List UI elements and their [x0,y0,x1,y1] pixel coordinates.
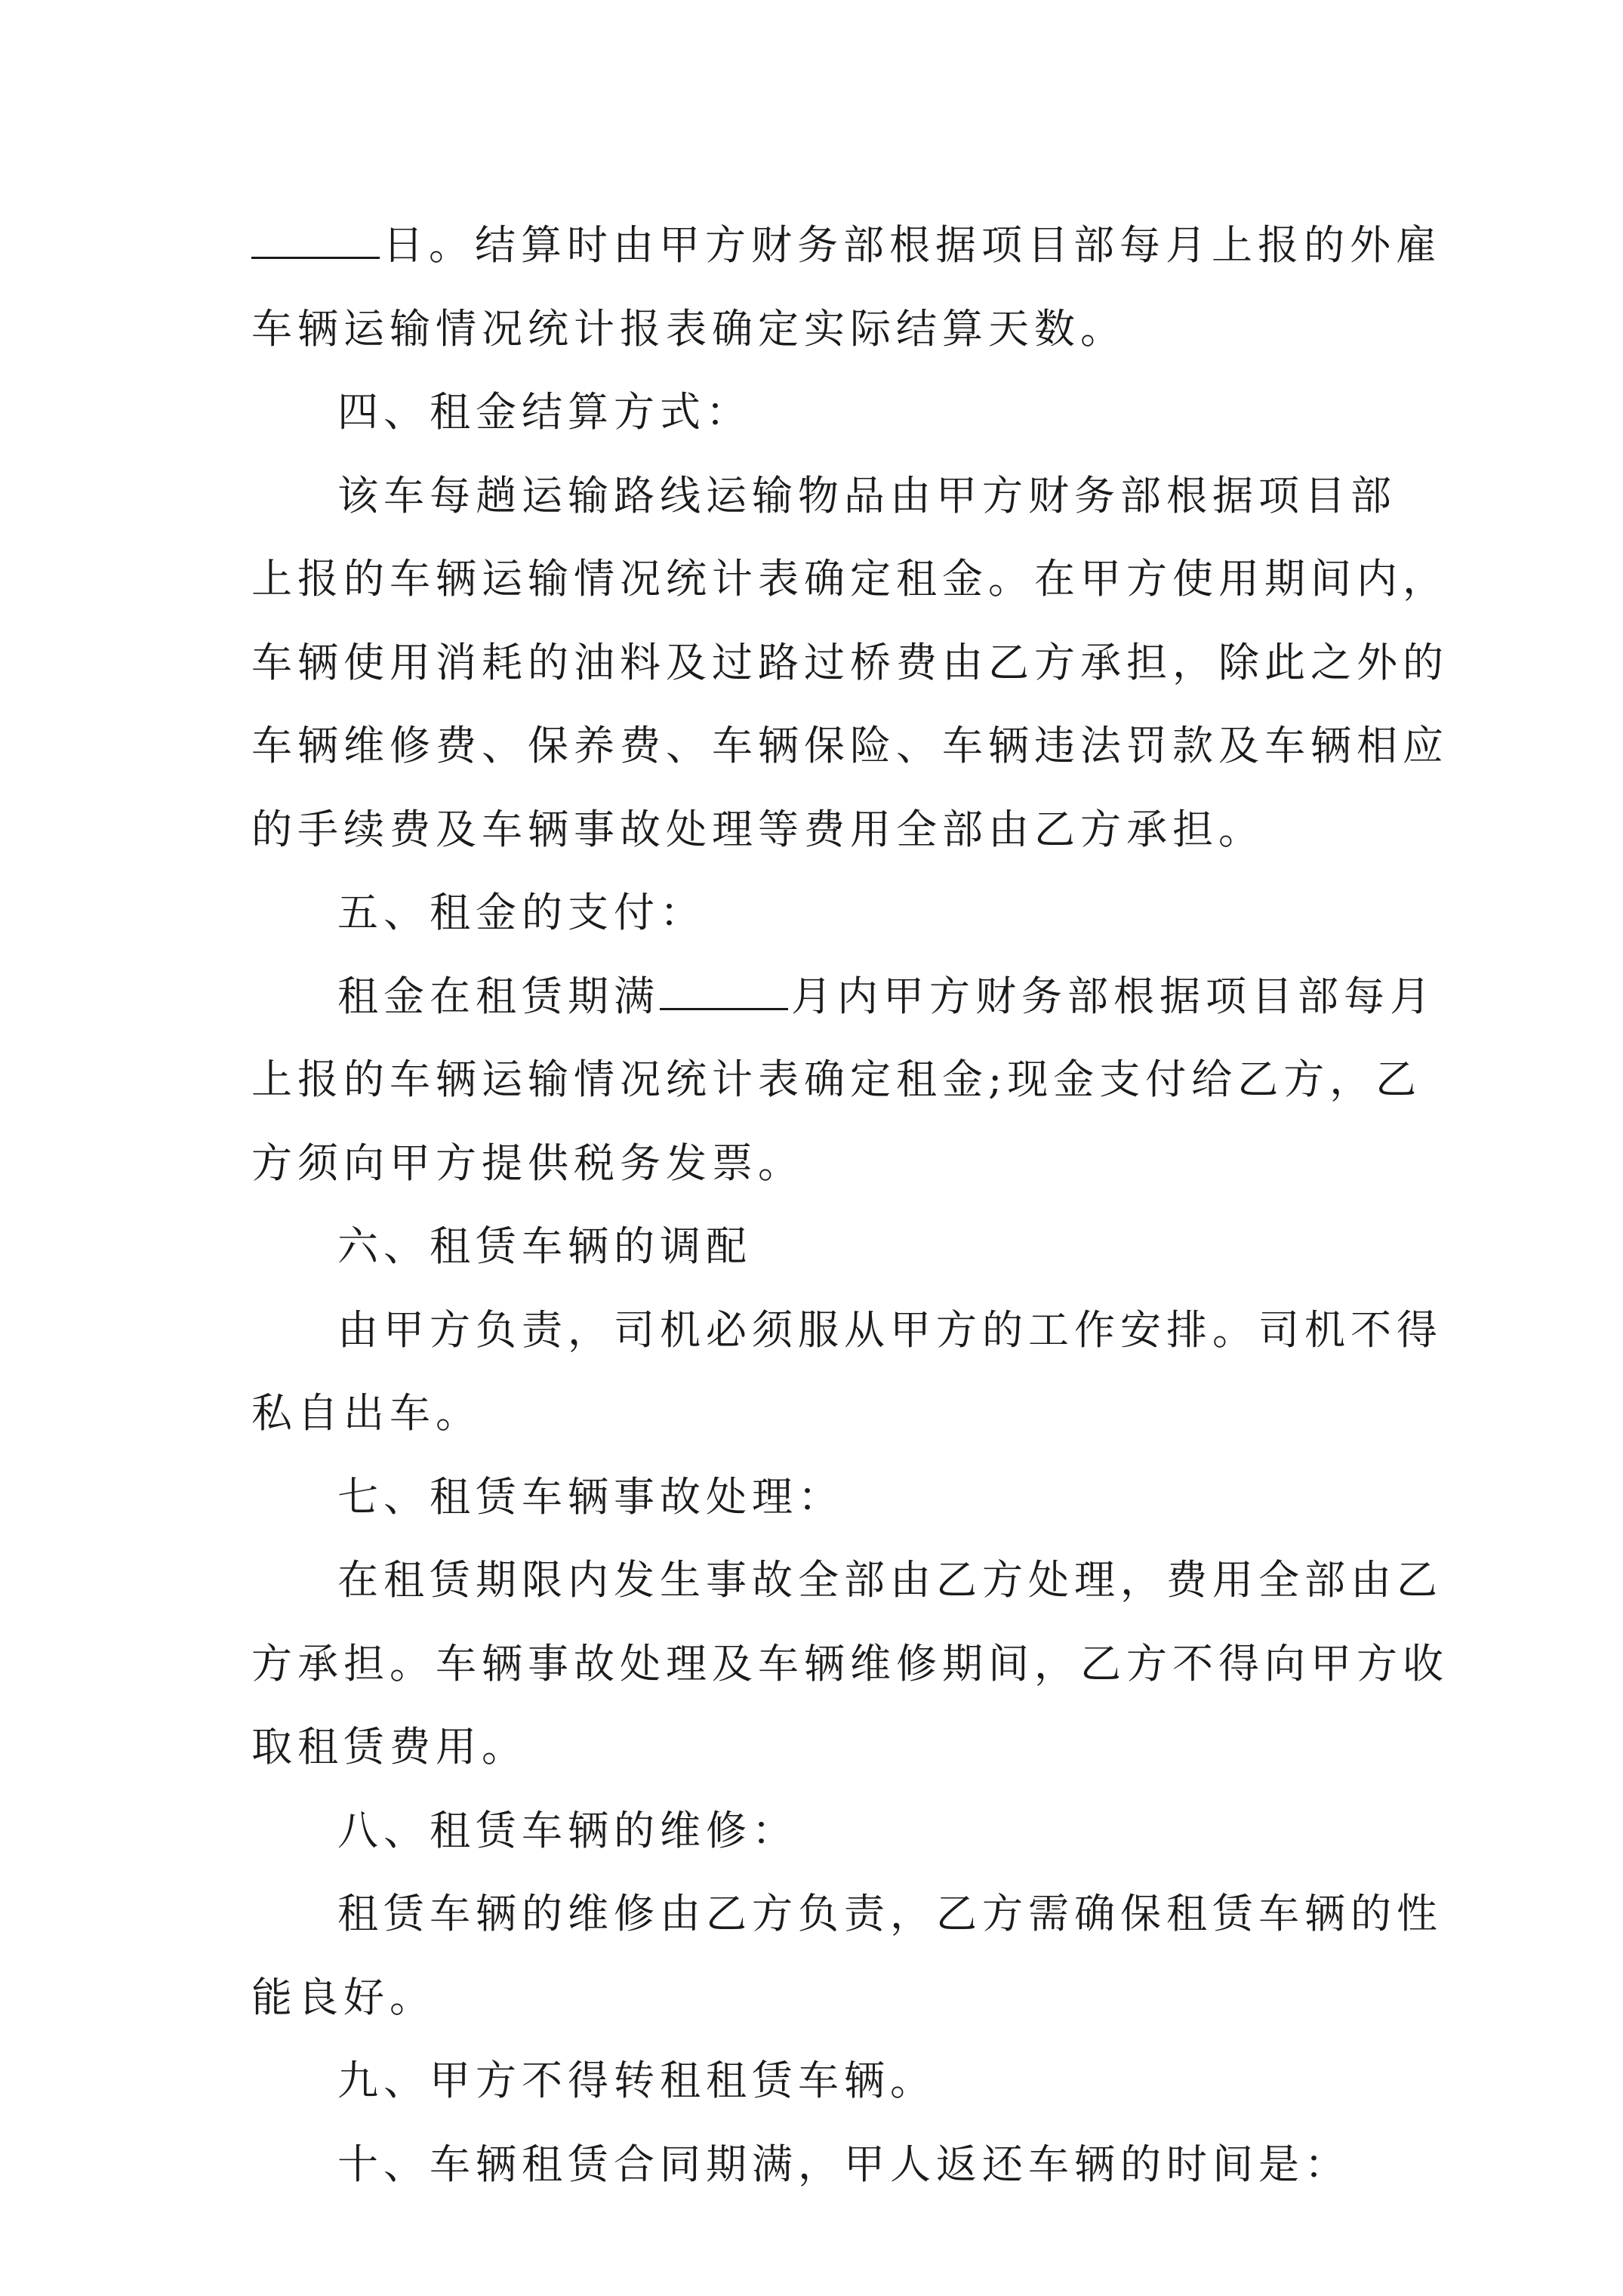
text-line: 车辆维修费、保养费、车辆保险、车辆违法罚款及车辆相应 [251,722,1449,769]
section-heading-9: 九、甲方不得转租租赁车辆。 [337,2057,936,2104]
section-heading-5: 五、租金的支付： [337,889,706,936]
text-line: 方须向甲方提供税务发票。 [251,1139,804,1187]
text-line: 方承担。车辆事故处理及车辆维修期间，乙方不得向甲方收 [251,1639,1449,1687]
text-line: 的手续费及车辆事故处理等费用全部由乙方承担。 [251,805,1264,853]
fill-in-blank [251,227,380,259]
text-line: 该车每趟运输路线运输物品由甲方财务部根据项目部 [337,471,1397,519]
section-heading-8: 八、租赁车辆的维修： [337,1806,798,1854]
section-heading-6: 六、租赁车辆的调配 [337,1222,752,1270]
text-line: 私自出车。 [251,1389,482,1437]
text-line: 租赁车辆的维修由乙方负责，乙方需确保租赁车辆的性 [337,1890,1443,1937]
section-heading-7: 七、租赁车辆事故处理： [337,1472,844,1521]
text-line: 在租赁期限内发生事故全部由乙方处理，费用全部由乙 [337,1556,1443,1604]
text-line: 上报的车辆运输情况统计表确定租金;现金支付给乙方，乙 [251,1056,1422,1103]
section-heading-10: 十、车辆租赁合同期满，甲人返还车辆的时间是： [337,2140,1350,2188]
text-line: 车辆运输情况统计报表确定实际结算天数。 [251,304,1126,353]
fill-in-blank [660,978,788,1010]
contract-body-text [251,204,1449,2206]
text-line: 租金在租赁期满 月内甲方财务部根据项目部每月 [337,972,1436,1020]
text-line: 由甲方负责，司机必须服从甲方的工作安排。司机不得 [337,1305,1443,1354]
section-heading-4: 四、租金结算方式： [337,388,752,436]
text-line: 日。结算时由甲方财务部根据项目部每月上报的外雇 [251,204,1384,288]
text-line: 取租赁费用。 [251,1723,528,1771]
text-line: 能良好。 [251,1973,436,2021]
text-line: 车辆使用消耗的油料及过路过桥费由乙方承担，除此之外的 [251,638,1449,686]
text-line: 上报的车辆运输情况统计表确定租金。在甲方使用期间内， [251,555,1449,603]
